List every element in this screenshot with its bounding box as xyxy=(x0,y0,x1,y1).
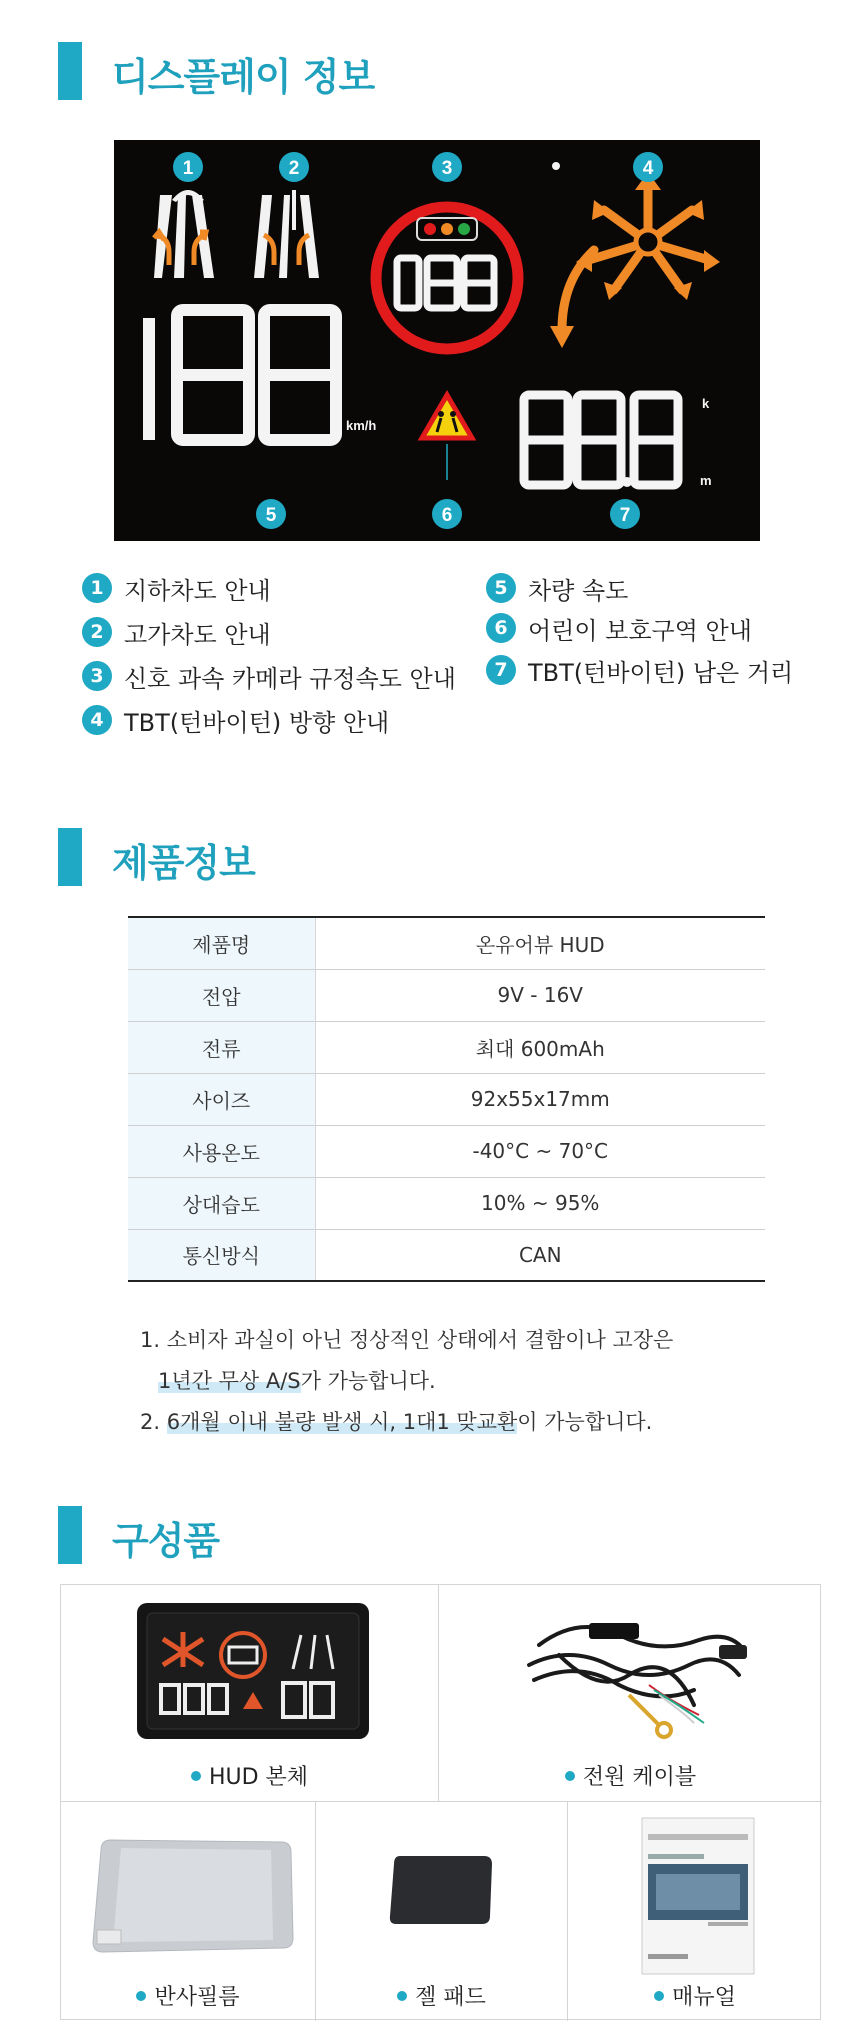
spec-value: 9V - 16V xyxy=(497,983,583,1007)
note-line-1: 1. 소비자 과실이 아닌 정상적인 상태에서 결함이나 고장은 xyxy=(140,1328,674,1352)
spec-row xyxy=(128,917,765,969)
section-accent-bar xyxy=(58,42,82,100)
legend-item-tbt-distance xyxy=(486,653,793,687)
speed-unit-label: km/h xyxy=(346,418,377,433)
legend-label: 신호 과속 카메라 규정속도 안내 xyxy=(124,664,456,693)
speed-limit-digits xyxy=(397,258,494,308)
legend-number: 4 xyxy=(82,705,112,735)
remaining-distance-digits xyxy=(524,395,678,485)
spec-value: 최대 600mAh xyxy=(475,1036,605,1061)
spec-value: 온유어뷰 HUD xyxy=(475,932,605,957)
spec-value: CAN xyxy=(518,1242,562,1267)
svg-text:m: m xyxy=(700,473,712,488)
legend-label: TBT(턴바이턴) 남은 거리 xyxy=(528,658,794,687)
component-caption: 젤 패드 xyxy=(316,1980,567,2011)
component-caption: 매뉴얼 xyxy=(568,1980,822,2011)
legend-label: 고가차도 안내 xyxy=(124,620,271,649)
section-accent-bar xyxy=(58,1506,82,1564)
legend-label: 차량 속도 xyxy=(528,576,629,605)
svg-text:4: 4 xyxy=(642,158,654,179)
spec-key: 사용온도 xyxy=(128,1125,315,1177)
power-cable-image xyxy=(519,1605,759,1745)
spec-table xyxy=(128,916,765,1282)
legend-item-vehicle-speed xyxy=(486,571,628,605)
legend-item-tbt-direction xyxy=(82,703,389,737)
section-accent-bar xyxy=(58,828,82,886)
component-caption: 반사필름 xyxy=(61,1980,315,2011)
legend-number: 7 xyxy=(486,655,516,685)
legend-number: 5 xyxy=(486,573,516,603)
hud-display-panel xyxy=(114,140,760,541)
spec-key: 상대습도 xyxy=(128,1177,315,1229)
vehicle-speed-digits xyxy=(149,310,336,440)
gel-pad-image xyxy=(386,1852,496,1927)
spec-key: 사이즈 xyxy=(128,1073,315,1125)
legend-number: 2 xyxy=(82,617,112,647)
legend-item-overpass xyxy=(82,615,271,649)
svg-text:7: 7 xyxy=(619,505,631,526)
legend-item-underpass xyxy=(82,571,271,605)
svg-text:k: k xyxy=(702,396,710,411)
legend-number: 6 xyxy=(486,613,516,643)
reflective-film-image xyxy=(81,1830,301,1960)
component-manual xyxy=(568,1802,822,2021)
spec-key: 전압 xyxy=(128,969,315,1021)
section-title-components: 구성품 xyxy=(112,1519,220,1563)
svg-text:2: 2 xyxy=(288,158,300,179)
legend-item-speed-camera xyxy=(82,659,456,693)
spec-value: 92x55x17mm xyxy=(470,1087,610,1111)
note-line-2: 1년간 무상 A/S가 가능합니다. xyxy=(158,1369,436,1393)
spec-row xyxy=(128,1021,765,1073)
manual-image xyxy=(638,1814,758,1979)
svg-text:5: 5 xyxy=(265,505,277,526)
section-title-display: 디스플레이 정보 xyxy=(112,55,375,99)
legend-label: 지하차도 안내 xyxy=(124,576,271,605)
note-line-3: 2. 6개월 이내 불량 발생 시, 1대1 맞교환이 가능합니다. xyxy=(140,1410,653,1434)
component-hud-unit xyxy=(61,1585,439,1802)
spec-row xyxy=(128,1125,765,1177)
svg-text:6: 6 xyxy=(441,505,453,526)
child-zone-warning-icon xyxy=(422,395,472,438)
component-gel-pad xyxy=(316,1802,568,2021)
spec-key: 통신방식 xyxy=(128,1229,315,1281)
spec-row xyxy=(128,969,765,1021)
component-reflective-film xyxy=(61,1802,316,2021)
spec-row xyxy=(128,1229,765,1281)
legend-number: 1 xyxy=(82,573,112,603)
component-power-cable xyxy=(439,1585,822,1802)
spec-value: -40°C ~ 70°C xyxy=(472,1139,609,1163)
warranty-notes xyxy=(140,1320,673,1443)
legend-label: TBT(턴바이턴) 방향 안내 xyxy=(124,708,390,737)
overpass-lane-icon xyxy=(254,190,319,278)
spec-value: 10% ~ 95% xyxy=(481,1191,600,1215)
components-grid xyxy=(60,1584,821,2020)
svg-text:1: 1 xyxy=(182,158,194,179)
hud-unit-image xyxy=(133,1597,373,1747)
spec-row xyxy=(128,1177,765,1229)
spec-key: 제품명 xyxy=(128,917,315,969)
legend-item-child-zone xyxy=(486,611,752,645)
legend-number: 3 xyxy=(82,661,112,691)
svg-text:3: 3 xyxy=(441,158,453,179)
component-caption: 전원 케이블 xyxy=(439,1760,822,1791)
section-title-product: 제품정보 xyxy=(112,841,255,885)
legend-label: 어린이 보호구역 안내 xyxy=(528,616,752,645)
hud-display-illustration xyxy=(114,140,760,541)
component-caption: HUD 본체 xyxy=(61,1760,438,1791)
spec-row xyxy=(128,1073,765,1125)
spec-key: 전류 xyxy=(128,1021,315,1073)
